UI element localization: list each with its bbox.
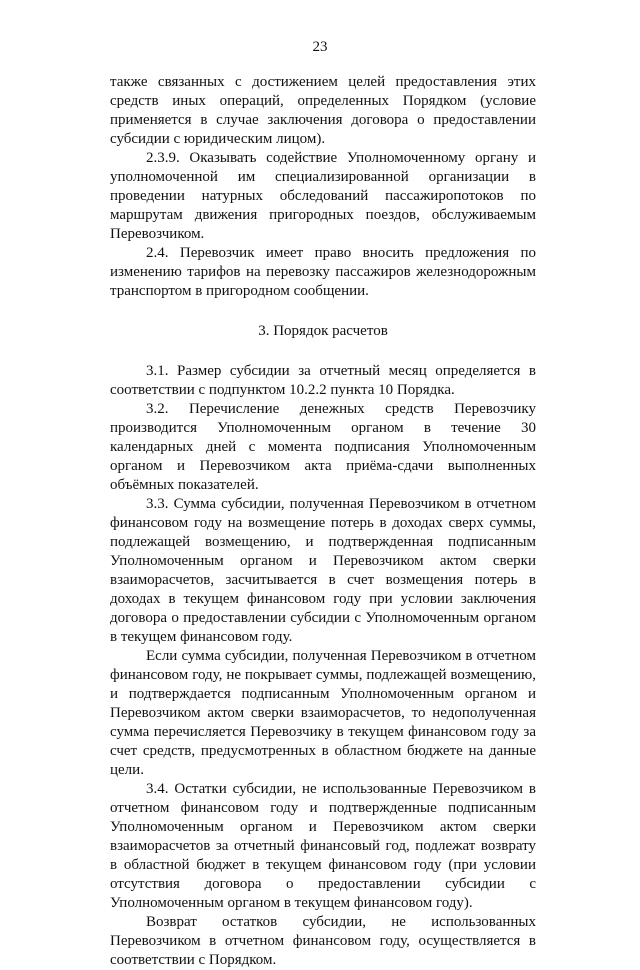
- paragraph-3-4: 3.4. Остатки субсидии, не использованные Перевозчиком в отчетном финансовом году и подтвержденные подписанным Уполномоченным органом и Перевозчиком актом сверки взаиморасчетов за отчетный финансовый год, подлежат возврату в областной бюджет в текущем финансовом году (при условии отсутствия договора о предоставлении субсидии с Уполномоченным органом в текущем финансовом году).: [110, 781, 536, 911]
- paragraph-continuation: также связанных с достижением целей предоставления этих средств иных операций, определенных Порядком (условие применяется в случае заключения договора о предоставлении субсидии с юридическим лицом).: [110, 74, 536, 147]
- paragraph-2-4: 2.4. Перевозчик имеет право вносить предложения по изменению тарифов на перевозку пассажиров железнодорожным транспортом в пригородном сообщении.: [110, 245, 536, 299]
- document-body: [110, 73, 536, 970]
- page-number: 23: [312, 39, 328, 55]
- section-title: 3. Порядок расчетов: [258, 323, 388, 339]
- paragraph-3-3: 3.3. Сумма субсидии, полученная Перевозчиком в отчетном финансовом году на возмещение потерь в доходах сверх суммы, подлежащей возмещению, и подтвержденная подписанным Уполномоченным органом и Перевозчиком актом сверки взаиморасчетов, засчитывается в счет возмещения потерь в доходах в текущем финансовом году при условии заключения договора о предоставлении субсидии с Уполномоченным органом в текущем финансовом году.: [110, 496, 536, 645]
- paragraph-2-3-9: 2.3.9. Оказывать содействие Уполномоченному органу и уполномоченной им специализированной организации в проведении натурных обследований пассажиропотоков по маршрутам движения пригородных поездов, обслуживаемым Перевозчиком.: [110, 150, 536, 242]
- paragraph-3-4-continued: Возврат остатков субсидии, не использованных Перевозчиком в отчетном финансовом году, осуществляется в соответствии с Порядком.: [110, 914, 536, 968]
- paragraph-3-3-continued: Если сумма субсидии, полученная Перевозчиком в отчетном финансовом году, не покрывает суммы, подлежащей возмещению, и подтверждается подписанным Уполномоченным органом и Перевозчиком актом сверки взаиморасчетов, то недополученная сумма перечисляется Перевозчику в текущем финансовом году за счет средств, предусмотренных в областном бюджете на данные цели.: [110, 648, 536, 778]
- paragraph-3-1: 3.1. Размер субсидии за отчетный месяц определяется в соответствии с подпунктом 10.2.2 пункта 10 Порядка.: [110, 363, 536, 398]
- paragraph-3-2: 3.2. Перечисление денежных средств Перевозчику производится Уполномоченным органом в течение 30 календарных дней с момента подписания Уполномоченным органом и Перевозчиком акта приёма-сдачи выполненных объёмных показателей.: [110, 401, 536, 493]
